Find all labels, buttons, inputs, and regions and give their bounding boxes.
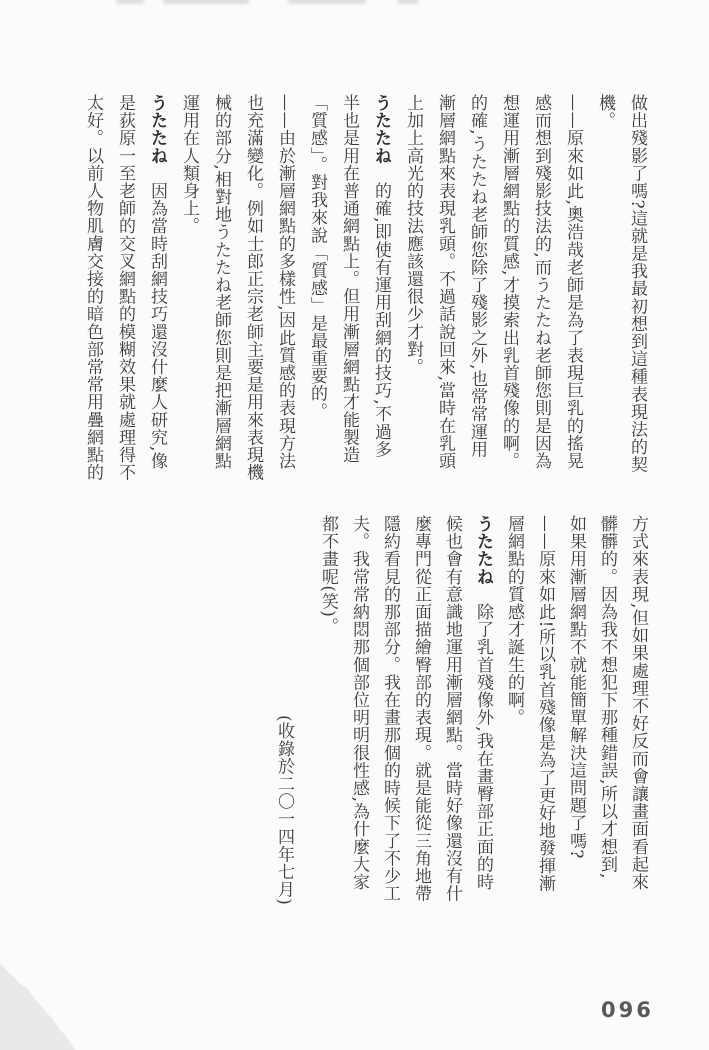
column-text: 層網點的質感才誕生的啊。: [504, 515, 524, 727]
text-column: [109, 94, 141, 486]
column-text: 運用在人類身上。: [179, 94, 199, 235]
text-column: [498, 515, 529, 905]
text-column: [560, 515, 591, 905]
column-text: ——原來如此!所以乳首殘像是為了更好地發揮漸: [535, 515, 555, 893]
column-text: 除了乳首殘像外,我在畫臀部正面的時: [473, 603, 493, 891]
column-text: 太好。以前人物肌膚交接的暗色部常常用疊網點的: [83, 94, 103, 482]
scan-artifact-top: [163, 0, 249, 4]
column-text: ——由於漸層網點的多樣性,因此質感的表現方法: [275, 94, 295, 470]
text-column: [529, 515, 560, 905]
column-text: 候也會有意識地運用漸層網點。當時好像還沒有什: [442, 515, 462, 903]
corner-shape: [0, 963, 75, 1050]
text-column: [397, 94, 429, 486]
column-text: ——原來如此,奧浩哉老師是為了表現巨乳的搖晃: [563, 94, 583, 470]
column-text: 如果用漸層網點不就能簡單解決這問題了嗎?: [566, 515, 586, 860]
scan-artifact-top: [288, 0, 366, 4]
column-text: 感而想到殘影技法的,而うたたね老師您則是因為: [531, 94, 551, 470]
text-column: [493, 94, 525, 486]
text-column: [591, 515, 622, 905]
text-column: [429, 94, 461, 486]
text-column: [525, 94, 557, 486]
column-text: 也充滿變化。例如士郎正宗老師主要是用來表現機: [243, 94, 263, 482]
page-corner-shadow: [0, 960, 90, 1050]
text-column: [374, 515, 405, 905]
text-column: [205, 94, 237, 486]
text-column: [622, 515, 653, 905]
text-column: [333, 94, 365, 486]
text-column: [312, 515, 343, 905]
text-column: [467, 515, 498, 905]
speaker-label: うたたね: [147, 94, 167, 182]
column-text: 方式來表現,但如果處理不好反而會讓畫面看起來: [628, 515, 648, 891]
text-column: [268, 515, 299, 905]
text-block-top: [77, 94, 653, 486]
text-column: [301, 94, 333, 486]
scan-artifact-top: [398, 0, 418, 4]
column-text: 漸層網點來表現乳頭。不過話說回來,當時在乳頭: [435, 94, 455, 470]
text-column: [621, 94, 653, 486]
page-number: 096: [601, 998, 654, 1022]
column-text: 機。: [595, 94, 615, 130]
column-text: 做出殘影了嗎?這就是我最初想到這種表現法的契: [627, 94, 647, 474]
text-column: [77, 94, 109, 486]
column-text: 想運用漸層網點的質感,才摸索出乳首殘像的啊。: [499, 94, 519, 470]
column-text: 半也是用在普通網點上。但用漸層網點才能製造: [339, 94, 359, 464]
speaker-label: うたたね: [371, 94, 391, 182]
column-text: 麼專門從正面描繪臀部的表現。就是能從三角地帶: [411, 515, 431, 903]
column-text: 「質感」。對我來說「質感」是最重要的。: [307, 94, 327, 420]
column-text: 夫。我常常納悶那個部位明明很性感,為什麼大家: [349, 515, 369, 891]
text-block-bottom: [268, 515, 653, 905]
column-text: 隱約看見的那部分。我在畫那個的時候下了不少工: [380, 515, 400, 903]
column-text: 械的部分,相對地うたたね老師您則是把漸層網點: [211, 94, 231, 470]
column-text: 上加上高光的技法應該還很少才對。: [403, 94, 423, 376]
speaker-label: うたたね: [473, 515, 493, 603]
column-text: (收錄於二〇一四年七月): [274, 714, 294, 905]
column-text: 都不畫呢(笑)。: [318, 515, 338, 636]
text-column: [365, 94, 397, 486]
text-column: [237, 94, 269, 486]
text-column: [141, 94, 173, 486]
column-text: 髒髒的。因為我不想犯下那種錯誤,所以才想到,: [597, 515, 617, 880]
text-column: [436, 515, 467, 905]
text-column: [173, 94, 205, 486]
column-text: 因為當時刮網技巧還沒什麼人研究,像: [147, 182, 167, 470]
text-column: [269, 94, 301, 486]
text-column: [343, 515, 374, 905]
column-text: 的確,うたたね老師您除了殘影之外,也常常運用: [467, 94, 487, 459]
text-column: [461, 94, 493, 486]
text-column: [589, 94, 621, 486]
text-column: [405, 515, 436, 905]
scan-artifact-top: [116, 0, 144, 4]
column-text: 的確,即使有運用刮網的技巧,不過多: [371, 182, 391, 459]
text-column: [557, 94, 589, 486]
column-text: 是荻原一至老師的交叉網點的模糊效果就處理得不: [115, 94, 135, 482]
